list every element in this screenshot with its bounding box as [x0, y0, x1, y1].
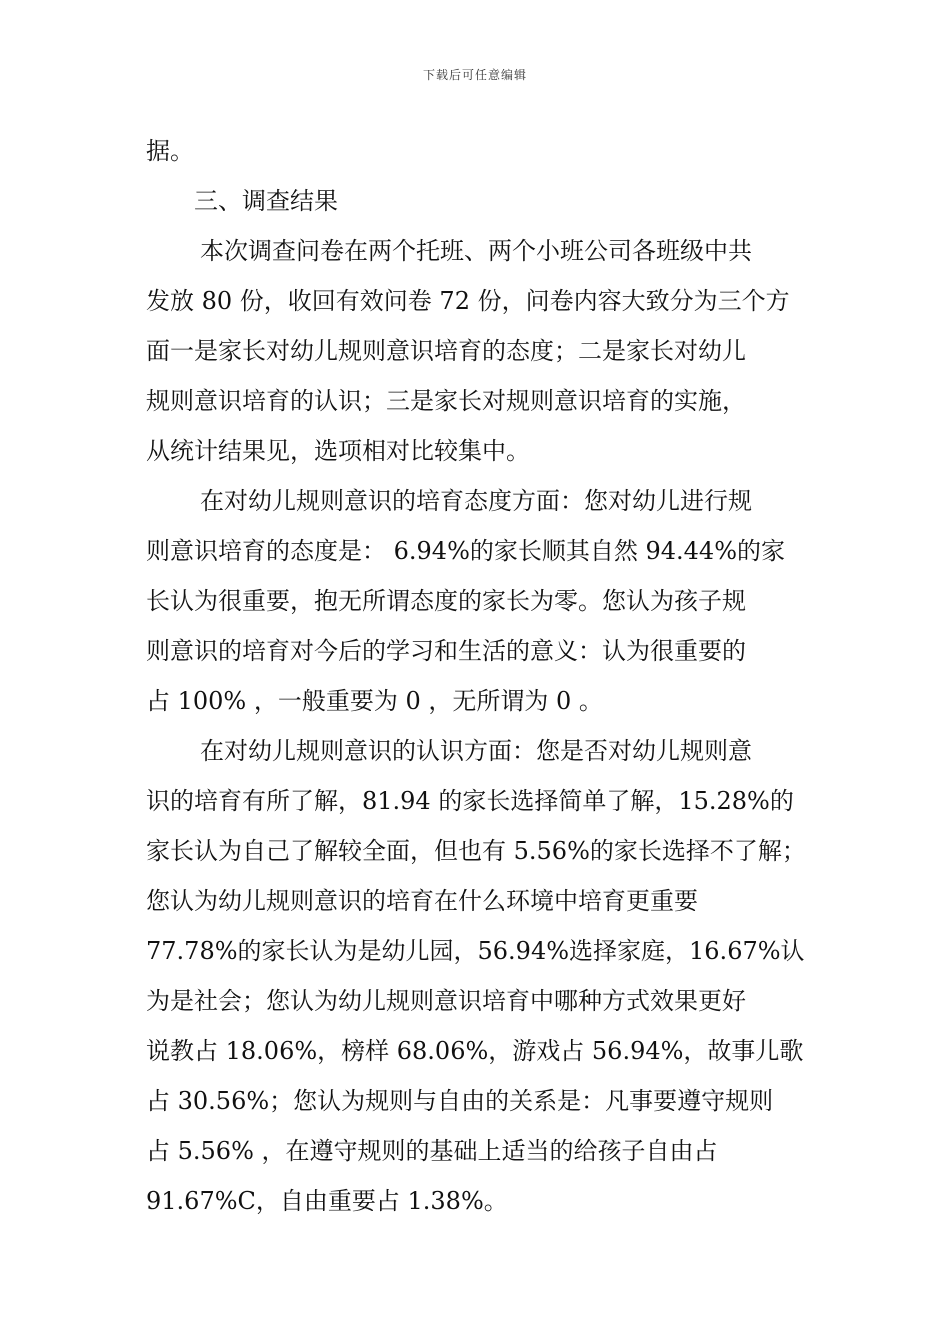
text-line: 规则意识培育的认识；三是家长对规则意识培育的实施， — [146, 387, 746, 415]
text-line: 从统计结果见，选项相对比较集中。 — [146, 437, 530, 465]
text-line: 在对幼儿规则意识的认识方面：您是否对幼儿规则意 — [200, 737, 752, 765]
text-line: 面一是家长对幼儿规则意识培育的态度；二是家长对幼儿 — [146, 337, 746, 365]
text-line: 则意识的培育对今后的学习和生活的意义：认为很重要的 — [146, 637, 746, 665]
text-line: 占 30.56%；您认为规则与自由的关系是：凡事要遵守规则 — [146, 1087, 774, 1115]
text-line: 您认为幼儿规则意识的培育在什么环境中培育更重要 — [146, 887, 698, 915]
text-line: 则意识培育的态度是： 6.94%的家长顺其自然 94.44%的家 — [146, 537, 786, 565]
text-line: 91.67%C，自由重要占 1.38%。 — [146, 1187, 508, 1215]
text-line: 识的培育有所了解，81.94 的家长选择简单了解，15.28%的 — [146, 787, 794, 815]
text-line: 说教占 18.06%，榜样 68.06%，游戏占 56.94%，故事儿歌 — [146, 1037, 804, 1065]
text-line: 家长认为自己了解较全面，但也有 5.56%的家长选择不了解； — [146, 837, 806, 865]
text-line: 占 5.56% ，在遵守规则的基础上适当的给孩子自由占 — [146, 1137, 718, 1165]
text-line: 77.78%的家长认为是幼儿园，56.94%选择家庭，16.67%认 — [146, 937, 805, 965]
text-line: 占 100% ，一般重要为 0 ，无所谓为 0 。 — [146, 687, 603, 715]
text-line: 据。 — [146, 137, 194, 165]
text-line: 长认为很重要，抱无所谓态度的家长为零。您认为孩子规 — [146, 587, 746, 615]
text-line: 在对幼儿规则意识的培育态度方面：您对幼儿进行规 — [200, 487, 752, 515]
section-heading: 三、调查结果 — [194, 187, 338, 215]
text-line: 发放 80 份，收回有效问卷 72 份，问卷内容大致分为三个方 — [146, 287, 790, 315]
text-line: 本次调查问卷在两个托班、两个小班公司各班级中共 — [200, 237, 752, 265]
page-header-note: 下载后可任意编辑 — [422, 68, 527, 82]
text-line: 为是社会；您认为幼儿规则意识培育中哪种方式效果更好 — [146, 987, 746, 1015]
